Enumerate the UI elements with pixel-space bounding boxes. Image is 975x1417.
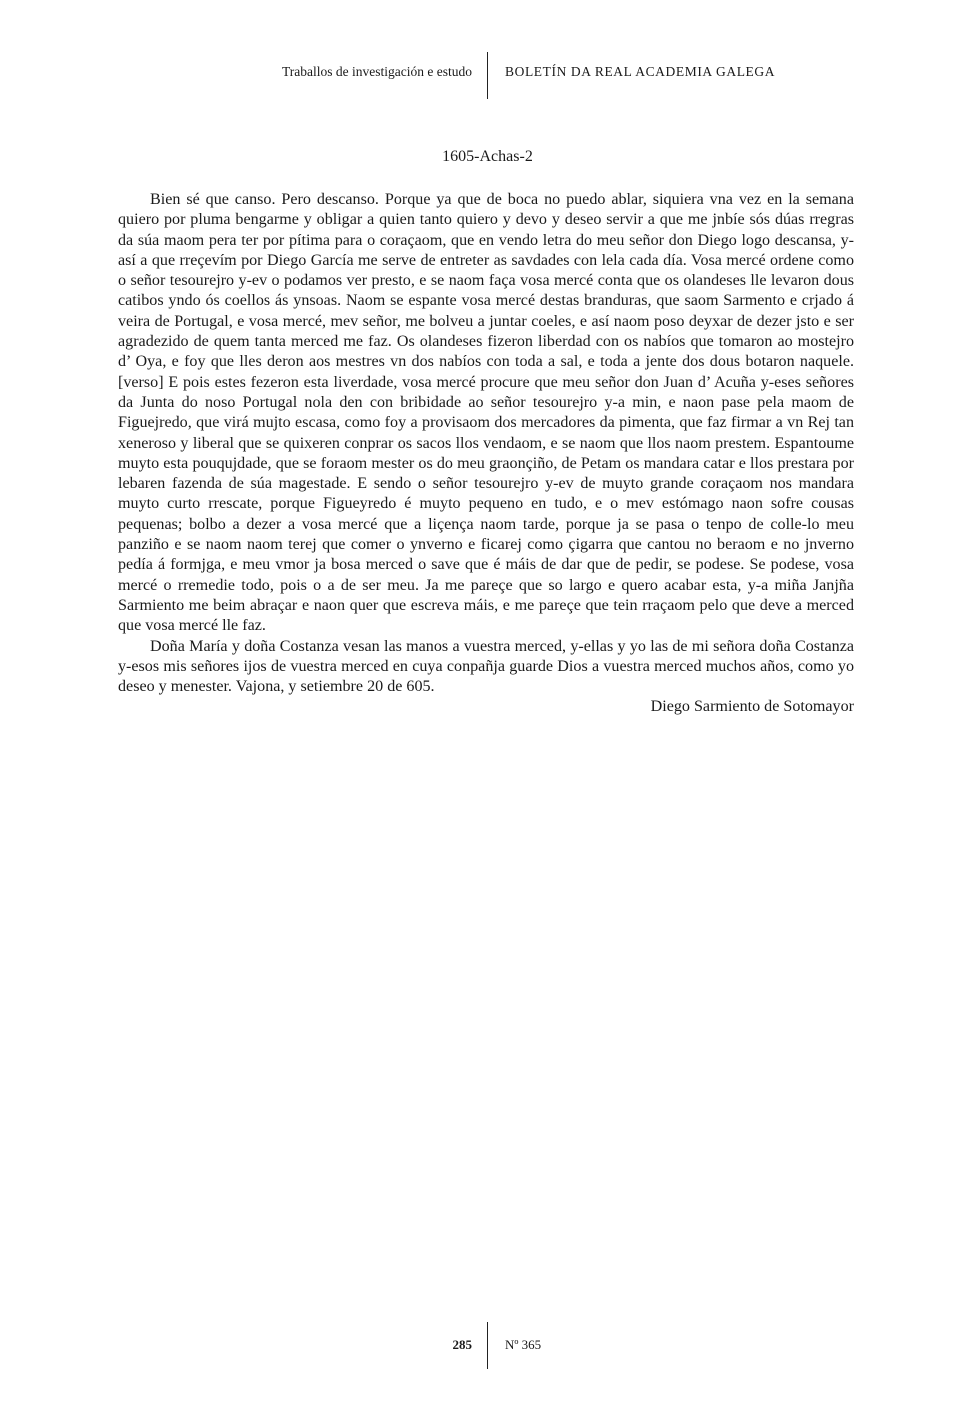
page-number: 285 [452,1337,472,1352]
journal-title: BOLETÍN DA REAL ACADEMIA GALEGA [505,64,776,79]
issue-number: Nº 365 [505,1337,542,1352]
header-divider [487,52,488,99]
footer-divider [487,1322,488,1369]
signature: Diego Sarmiento de Sotomayor [650,698,854,716]
document-title: 1605-Achas-2 [442,148,533,165]
letter-paragraph-2: Doña María y doña Costanza vesan las manos a vuestra merced, y-ellas y yo las de mi señora doña Costanza y-esos mis señores ijos de vuestra merced en cuya conpañja guarde Dios a vuestra merced muchos años, como yo deseo y menester. Vajona, y setiembre 20 de 605. [118,637,854,696]
section-title: Traballos de investigación e estudo [282,64,472,79]
letter-paragraph-1: Bien sé que canso. Pero descanso. Porque ya que de boca no puedo ablar, siquiera vna vez en la semana quiero por pluma bengarme y obligar a quien tanto quiero y devo y deseo servir a que me jnbíe sós dúas rregras da súa maom pera ter por pítima para o coraçaom, que en vendo letra do meu señor don Diego logo descansa, y-así a que rreçevím por Diego García me serve de entreter as savdades con lela cada día. Vosa mercé ordene como o señor tesourejro y-ev o podamos ver presto, e se naom faça vosa mercé conta que os olandeses lle levaron dous catibos yndo ós coellos ás ynsoas. Naom se espante vosa mercé destas branduras, que saom Sarmento e crjado á veira de Portugal, e vosa mercé, mev señor, me bolveu a juntar coeles, e así naom poso deyxar de dezer jsto e ser agradezido de quem tanta merced me faz. Os olandeses fizeron liberdad con os nabíos que tomaron ao mostejro d’ Oya, e foy que lles deron aos mestres vn dos nabíos con toda a sal, e toda a jente dos dous botaron naquele. [verso] E pois estes fezeron esta liverdade, vosa mercé procure que meu señor don Juan d’ Acuña y-eses señores da Junta do noso Portugal nola den con bribidade ao señor tesourejro y-a min, e naon pase pela maom de Figuejredo, que virá mujto escasa, como foy a provisaom dos mercadores da pimenta, que faz firmar a vn Rej tan xeneroso y liberal que se quixeren conprar os sacos llos vendaom, e se naom que llos naom prestem. Espantoume muyto esta pouqujdade, que se foraom mester os do meu graonçiño, de Petam os mandara catar e llos prestara por lebaren fazenda de súa magestade. E sendo o señor tesourejro y-ev de muyto grande coraçaom nos mandara muyto curto rrescate, porque Figueyredo é muyto pequeno en tudo, e o mev estómago naon sofre cousas pequenas; bolbo a dezer a vosa mercé que a liçença naom tarde, porque ja se pasa o tenpo de colle-lo meu panziño e se naom naom terej que comer o ynverno e ficarej como çigarra que cantou no beraom e no jnverno pedía á formjga, e meu vmor ja bosa merced o save que é máis de dar que de pedir, se podese. Se podese, vosa mercé o rremedie todo, pois o a de ser meu. Ja me pareçe que so largo e quero acabar esta, y-a miña Janjña Sarmiento me beim abraçar e naon quer que escreva máis, e me pareçe que tein rraçaom pelo que deve a merced que vosa mercé lle faz. [118,191,854,635]
letter-body [118,190,854,718]
